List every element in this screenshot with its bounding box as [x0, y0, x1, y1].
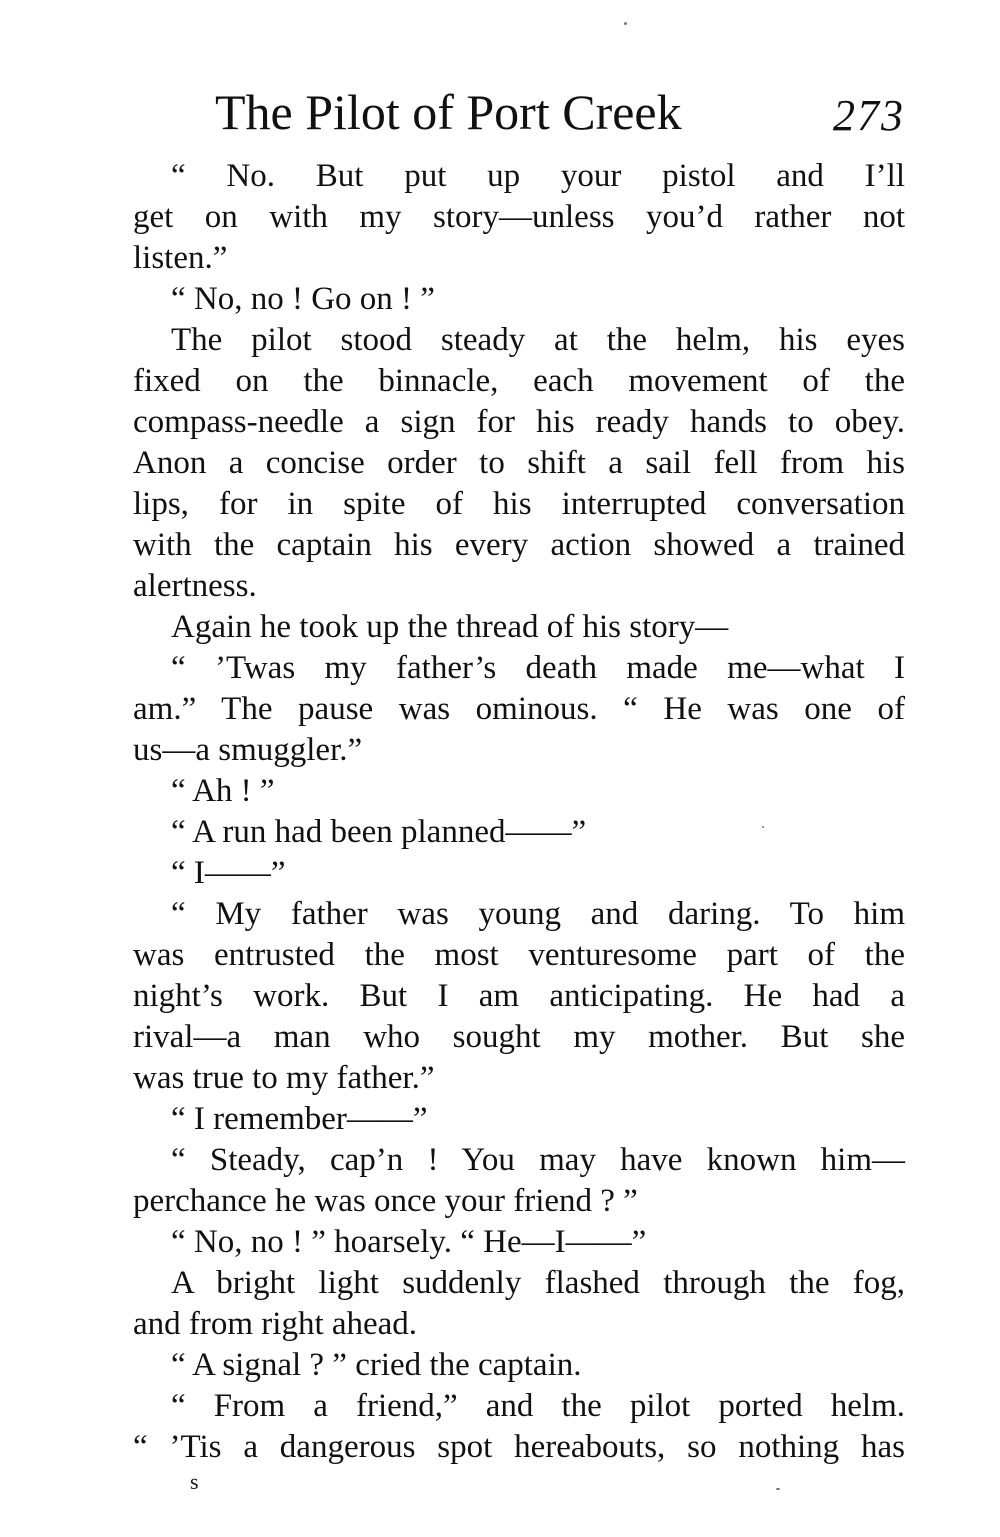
text-line: “ I——” — [171, 855, 286, 891]
text-line: “ ’Tis a dangerous spot hereabouts, so nothing has — [133, 1429, 905, 1465]
page-number: 273 — [833, 91, 905, 140]
text-line: night’s work. But I am anticipating. He had a — [133, 978, 905, 1014]
text-line: “ From a friend,” and the pilot ported helm. — [171, 1388, 905, 1424]
text-line: alertness. — [133, 568, 257, 604]
text-line: lips, for in spite of his interrupted conversation — [133, 486, 905, 522]
text-line: “ A run had been planned——” — [171, 814, 587, 850]
body-text — [133, 156, 905, 1468]
text-line: us—a smuggler.” — [133, 732, 363, 768]
text-line: perchance he was once your friend ? ” — [133, 1183, 638, 1219]
text-line: Again he took up the thread of his story— — [171, 609, 729, 645]
text-line: “ A signal ? ” cried the captain. — [171, 1347, 582, 1383]
text-line: was true to my father.” — [133, 1060, 435, 1096]
running-title: The Pilot of Port Creek — [215, 84, 682, 140]
signature-mark: s — [190, 1469, 199, 1494]
text-line: “ Steady, cap’n ! You may have known him— — [171, 1142, 905, 1178]
text-line: “ My father was young and daring. To him — [171, 896, 905, 932]
page-header — [133, 80, 905, 144]
text-line: “ No. But put up your pistol and I’ll — [171, 158, 905, 194]
text-line: was entrusted the most venturesome part of the — [133, 937, 905, 973]
text-line: get on with my story—unless you’d rather not — [133, 199, 905, 235]
text-line: Anon a concise order to shift a sail fell from his — [133, 445, 905, 481]
text-line: “ I remember——” — [171, 1101, 428, 1137]
text-line: “ ’Twas my father’s death made me—what I — [171, 650, 905, 686]
text-line: fixed on the binnacle, each movement of the — [133, 363, 905, 399]
text-line: A bright light suddenly flashed through the fog, — [171, 1265, 905, 1301]
text-line: am.” The pause was ominous. “ He was one of — [133, 691, 905, 727]
text-line: and from right ahead. — [133, 1306, 418, 1342]
text-line: with the captain his every action showed a trained — [133, 527, 905, 563]
text-line: “ No, no ! Go on ! ” — [171, 281, 435, 317]
text-line: compass-needle a sign for his ready hands to obey. — [133, 404, 905, 440]
print-speck — [776, 1488, 780, 1490]
print-speck — [762, 826, 764, 828]
text-line: rival—a man who sought my mother. But she — [133, 1019, 905, 1055]
text-line: “ No, no ! ” hoarsely. “ He—I——” — [171, 1224, 647, 1260]
print-speck — [624, 22, 627, 25]
text-line: The pilot stood steady at the helm, his eyes — [171, 322, 905, 358]
text-line: listen.” — [133, 240, 228, 276]
text-line: “ Ah ! ” — [171, 773, 275, 809]
